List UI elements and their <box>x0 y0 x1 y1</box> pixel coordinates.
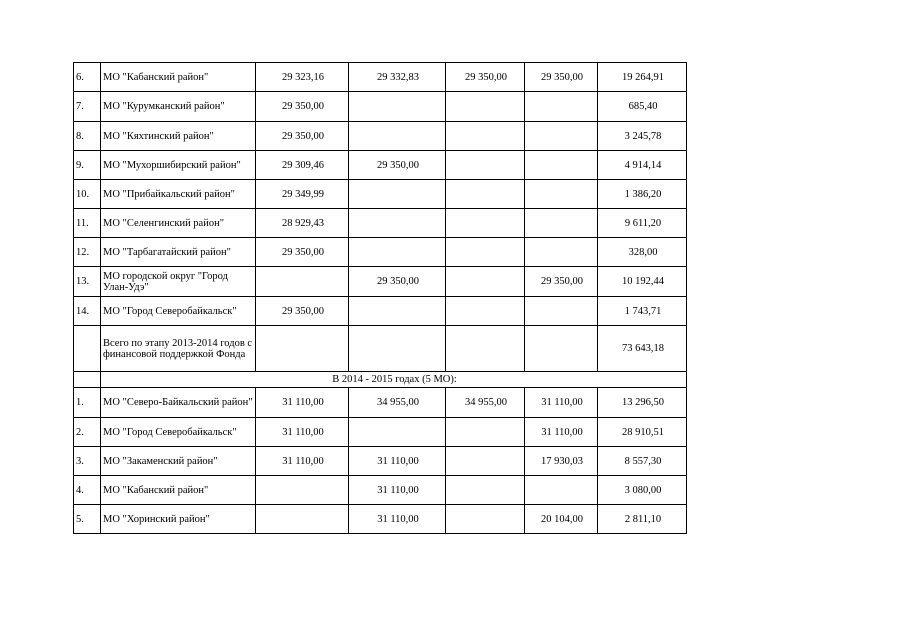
municipality-name: МО "Кяхтинский район" <box>101 122 256 151</box>
row-number: 14. <box>74 297 101 326</box>
value-cell <box>446 476 525 505</box>
value-cell: 31 110,00 <box>256 388 349 418</box>
data-table <box>73 62 687 534</box>
table-row <box>74 418 687 447</box>
value-cell <box>446 267 525 297</box>
value-cell <box>256 505 349 534</box>
municipality-name: МО "Закаменский район" <box>101 447 256 476</box>
value-cell: 13 296,50 <box>598 388 687 418</box>
value-cell <box>446 326 525 372</box>
value-cell: 29 350,00 <box>446 63 525 92</box>
value-cell: 29 350,00 <box>525 267 598 297</box>
value-cell: 29 332,83 <box>349 63 446 92</box>
municipality-name: МО "Город Северобайкальск" <box>101 418 256 447</box>
value-cell <box>525 151 598 180</box>
row-number: 6. <box>74 63 101 92</box>
value-cell <box>525 326 598 372</box>
row-number: 10. <box>74 180 101 209</box>
value-cell <box>349 180 446 209</box>
municipality-name: МО "Город Северобайкальск" <box>101 297 256 326</box>
value-cell <box>349 122 446 151</box>
value-cell: 10 192,44 <box>598 267 687 297</box>
value-cell: 34 955,00 <box>446 388 525 418</box>
value-cell <box>525 297 598 326</box>
row-number: 8. <box>74 122 101 151</box>
value-cell <box>525 238 598 267</box>
row-number: 7. <box>74 92 101 122</box>
table-row <box>74 122 687 151</box>
municipality-name: МО "Кабанский район" <box>101 476 256 505</box>
section-title: В 2014 - 2015 годах (5 МО): <box>101 372 687 388</box>
value-cell <box>446 418 525 447</box>
table-row <box>74 447 687 476</box>
municipality-name: МО "Северо-Байкальский район" <box>101 388 256 418</box>
value-cell <box>446 297 525 326</box>
value-cell: 29 350,00 <box>525 63 598 92</box>
row-number: 3. <box>74 447 101 476</box>
row-number: 1. <box>74 388 101 418</box>
row-number: 9. <box>74 151 101 180</box>
table-row <box>74 209 687 238</box>
value-cell: 34 955,00 <box>349 388 446 418</box>
total-label: Всего по этапу 2013-2014 годов с финансовой поддержкой Фонда <box>101 326 256 372</box>
value-cell: 9 611,20 <box>598 209 687 238</box>
row-number: 2. <box>74 418 101 447</box>
municipality-name: МО "Прибайкальский район" <box>101 180 256 209</box>
value-cell: 29 349,99 <box>256 180 349 209</box>
municipality-name: МО "Тарбагатайский район" <box>101 238 256 267</box>
value-cell: 28 910,51 <box>598 418 687 447</box>
value-cell <box>349 418 446 447</box>
table-row <box>74 388 687 418</box>
value-cell: 31 110,00 <box>256 418 349 447</box>
table-row <box>74 476 687 505</box>
value-cell <box>349 92 446 122</box>
value-cell: 3 245,78 <box>598 122 687 151</box>
row-number: 4. <box>74 476 101 505</box>
table-row <box>74 238 687 267</box>
value-cell: 29 350,00 <box>256 238 349 267</box>
value-cell <box>349 238 446 267</box>
value-cell: 2 811,10 <box>598 505 687 534</box>
municipality-name: МО "Курумканский район" <box>101 92 256 122</box>
value-cell: 31 110,00 <box>525 388 598 418</box>
value-cell: 29 350,00 <box>256 297 349 326</box>
value-cell <box>525 122 598 151</box>
value-cell: 31 110,00 <box>349 476 446 505</box>
value-cell: 29 350,00 <box>349 267 446 297</box>
value-cell <box>446 447 525 476</box>
value-cell: 31 110,00 <box>349 447 446 476</box>
value-cell <box>349 326 446 372</box>
value-cell: 31 110,00 <box>256 447 349 476</box>
value-cell: 28 929,43 <box>256 209 349 238</box>
total-value: 73 643,18 <box>598 326 687 372</box>
value-cell <box>446 92 525 122</box>
value-cell <box>446 122 525 151</box>
value-cell <box>256 267 349 297</box>
value-cell <box>446 180 525 209</box>
table-row-total <box>74 326 687 372</box>
value-cell: 4 914,14 <box>598 151 687 180</box>
municipality-name: МО "Кабанский район" <box>101 63 256 92</box>
municipality-name: МО "Селенгинский район" <box>101 209 256 238</box>
municipality-name: МО "Хоринский район" <box>101 505 256 534</box>
municipality-name: МО "Мухоршибирский район" <box>101 151 256 180</box>
value-cell: 17 930,03 <box>525 447 598 476</box>
municipality-name: МО городской округ "Город Улан-Удэ" <box>101 267 256 297</box>
value-cell <box>525 180 598 209</box>
value-cell: 19 264,91 <box>598 63 687 92</box>
value-cell <box>446 238 525 267</box>
value-cell: 20 104,00 <box>525 505 598 534</box>
value-cell: 29 323,16 <box>256 63 349 92</box>
row-number <box>74 326 101 372</box>
value-cell: 29 309,46 <box>256 151 349 180</box>
value-cell <box>525 92 598 122</box>
table-row <box>74 297 687 326</box>
value-cell <box>446 151 525 180</box>
row-number: 5. <box>74 505 101 534</box>
value-cell: 29 350,00 <box>256 122 349 151</box>
row-number: 12. <box>74 238 101 267</box>
value-cell <box>446 505 525 534</box>
value-cell <box>349 209 446 238</box>
row-number: 13. <box>74 267 101 297</box>
table-row <box>74 267 687 297</box>
value-cell: 31 110,00 <box>525 418 598 447</box>
table-row <box>74 505 687 534</box>
value-cell: 29 350,00 <box>256 92 349 122</box>
value-cell: 29 350,00 <box>349 151 446 180</box>
value-cell <box>256 476 349 505</box>
value-cell: 1 743,71 <box>598 297 687 326</box>
value-cell <box>525 476 598 505</box>
value-cell: 685,40 <box>598 92 687 122</box>
value-cell: 1 386,20 <box>598 180 687 209</box>
value-cell <box>349 297 446 326</box>
row-number: 11. <box>74 209 101 238</box>
table-row <box>74 180 687 209</box>
value-cell: 3 080,00 <box>598 476 687 505</box>
table-row <box>74 63 687 92</box>
value-cell <box>256 326 349 372</box>
value-cell <box>525 209 598 238</box>
section-header-row <box>74 372 687 388</box>
value-cell: 328,00 <box>598 238 687 267</box>
section-number-cell <box>74 372 101 388</box>
value-cell <box>446 209 525 238</box>
value-cell: 8 557,30 <box>598 447 687 476</box>
table-row <box>74 92 687 122</box>
table-row <box>74 151 687 180</box>
value-cell: 31 110,00 <box>349 505 446 534</box>
